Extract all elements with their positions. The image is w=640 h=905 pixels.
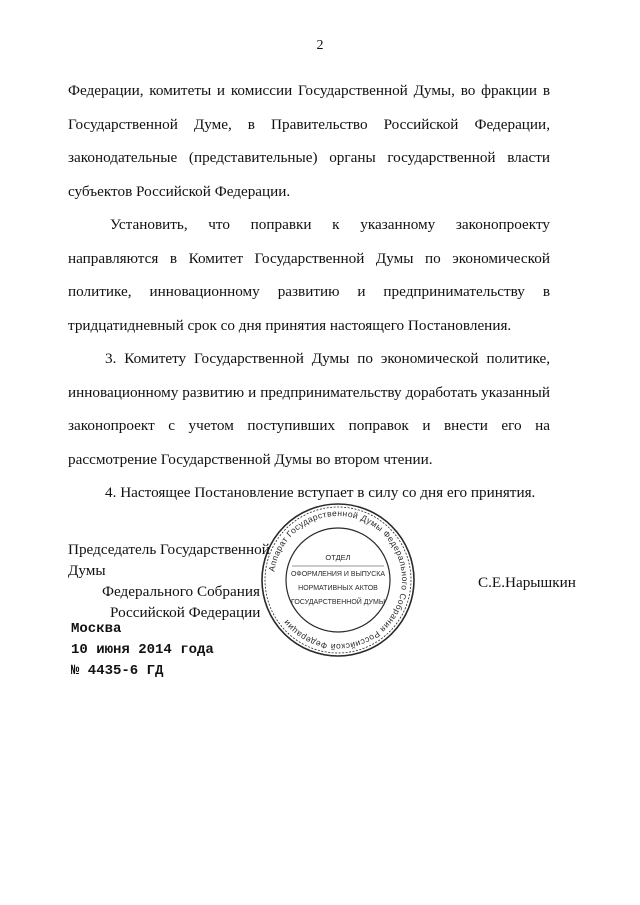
- text-line: законопроект с учетом поступивших поправок и внести его на: [68, 417, 550, 434]
- signature-title-block: [68, 539, 298, 623]
- text-line: 4. Настоящее Постановление вступает в силу со дня его принятия.: [105, 484, 536, 501]
- footer-number: № 4435-6 ГД: [71, 663, 164, 679]
- text-line: инновационному развитию и предпринимательству доработать указанный: [68, 383, 550, 401]
- text-line: тридцатидневный срок со дня принятия настоящего Постановления.: [68, 316, 512, 334]
- paragraph-3: [68, 342, 550, 476]
- footer-date: 10 июня 2014 года: [71, 642, 214, 658]
- text-line: Федерации, комитеты и комиссии Государственной Думы, во фракции в: [68, 82, 550, 99]
- text-line: 3. Комитету Государственной Думы по экономической политике,: [105, 350, 550, 367]
- signature-title-line: Российской Федерации: [110, 604, 261, 621]
- stamp-inner-line: НОРМАТИВНЫХ АКТОВ: [298, 585, 378, 592]
- document-body: [68, 74, 550, 510]
- signature-title-line: Федерального Собрания: [102, 583, 260, 600]
- stamp-ring-text: Аппарат Государственной Думы Федерального Собрания Российской Федерации: [266, 507, 411, 653]
- text-line: законодательные (представительные) органы государственной власти: [68, 149, 550, 166]
- page-number: 2: [316, 38, 324, 53]
- paragraph-2: [68, 208, 550, 342]
- text-line: рассмотрение Государственной Думы во втором чтении.: [68, 450, 433, 468]
- stamp-inner-line: ГОСУДАРСТВЕННОЙ ДУМЫ: [290, 599, 386, 606]
- document-footer: [71, 619, 214, 682]
- text-line: политике, инновационному развитию и предпринимательству в: [68, 283, 550, 300]
- stamp-inner-line: ОФОРМЛЕНИЯ И ВЫПУСКА: [290, 571, 386, 578]
- signature-title-line: Председатель Государственной Думы: [68, 541, 270, 579]
- stamp-inner-line: ОТДЕЛ: [325, 553, 351, 562]
- signer-name: С.Е.Нарышкин: [478, 574, 576, 591]
- footer-city: Москва: [71, 621, 122, 637]
- text-line: Государственной Думе, в Правительство Российской Федерации,: [68, 115, 550, 133]
- text-line: субъектов Российской Федерации.: [68, 182, 291, 200]
- paragraph-1: [68, 74, 550, 208]
- text-line: Установить, что поправки к указанному законопроекту: [110, 216, 550, 233]
- text-line: направляются в Комитет Государственной Думы по экономической: [68, 249, 550, 267]
